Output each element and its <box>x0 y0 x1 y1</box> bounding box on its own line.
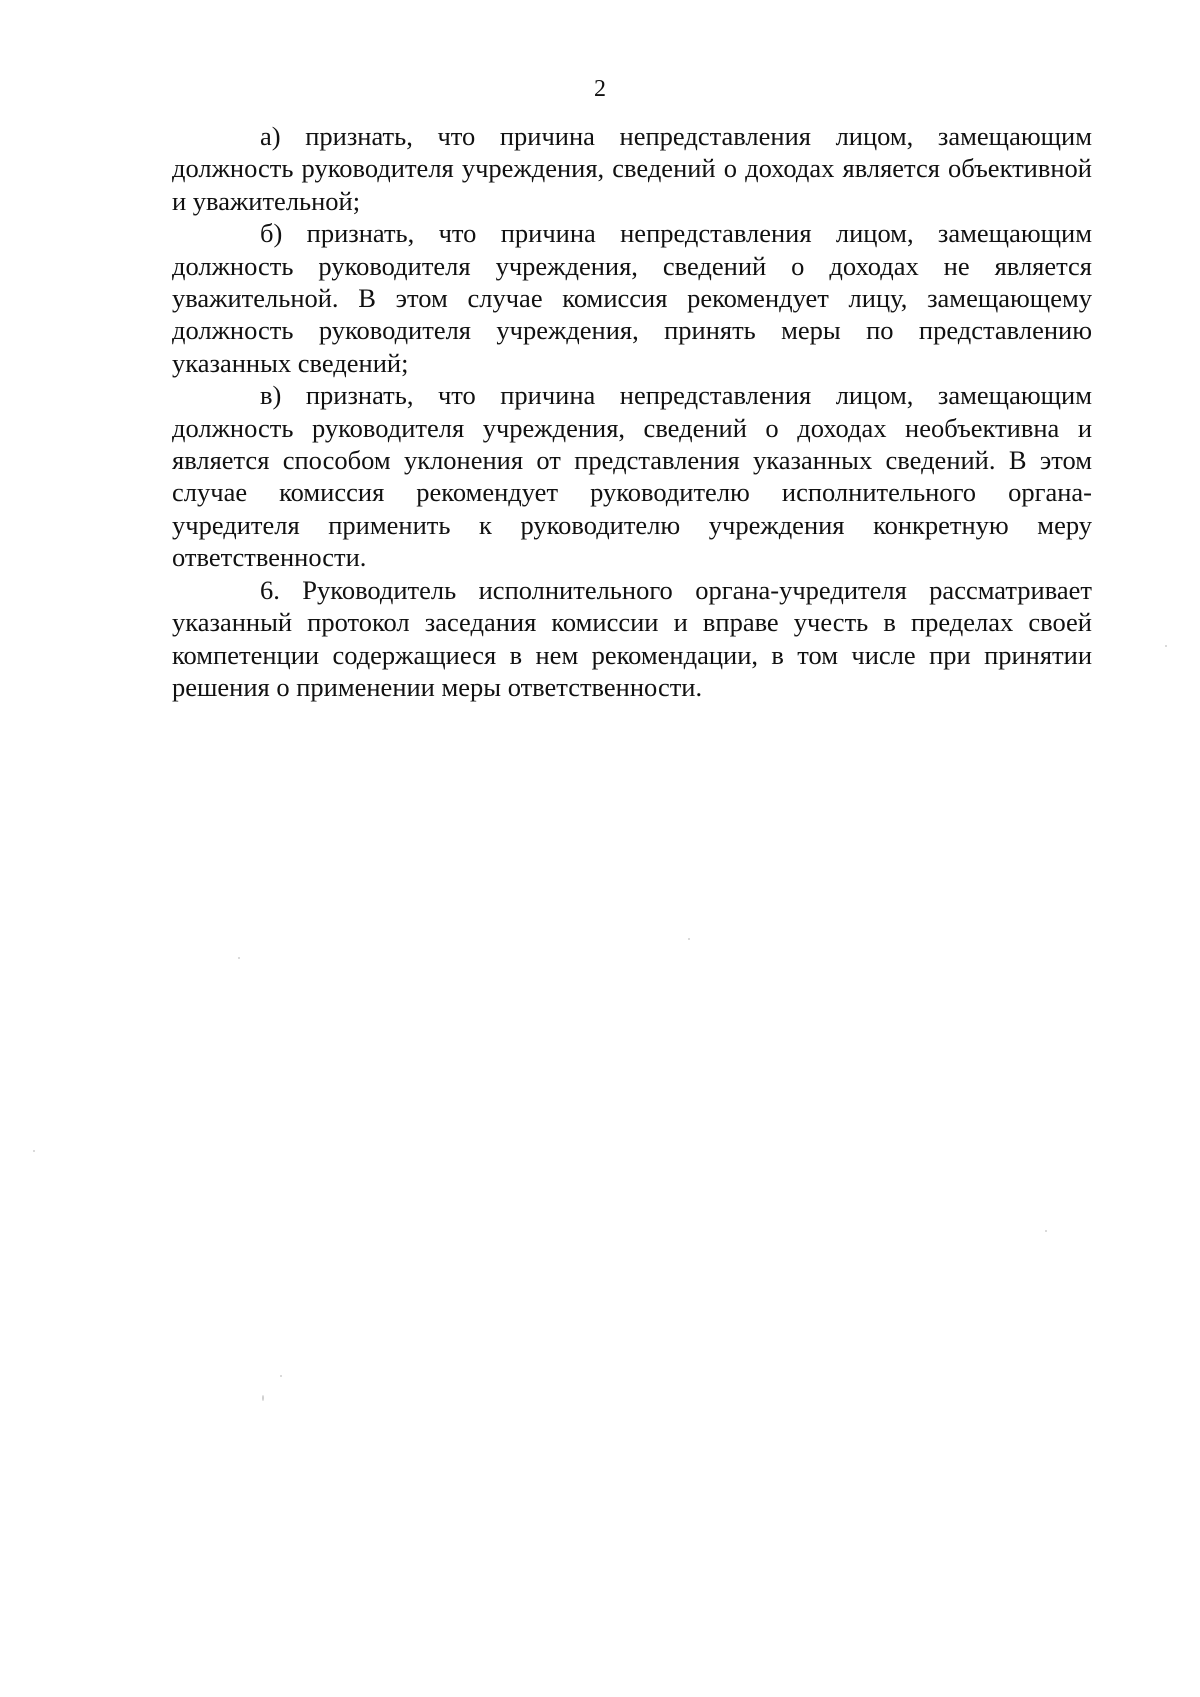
scan-speck <box>262 1395 264 1401</box>
document-body <box>172 120 1092 703</box>
paragraph-a: а) признать, что причина непредставления лицом, замещающим должность руководителя учреждения, сведений о доходах является объективной и уважительной; <box>172 121 1092 216</box>
paragraph-v: в) признать, что причина непредставления лицом, замещающим должность руководителя учреждения, сведений о доходах необъективна и является способом уклонения от представления указанных сведений. В этом случае комиссия рекомендует руководителю исполнительного органа-учредителя применить к руководителю учреждения конкретную меру ответственности. <box>172 380 1092 573</box>
paragraph-6: 6. Руководитель исполнительного органа-учредителя рассматривает указанный протокол заседания комиссии и вправе учесть в пределах своей компетенции содержащиеся в нем рекомендации, в том числе при принятии решения о применении меры ответственности. <box>172 574 1092 702</box>
scan-speck <box>1045 1230 1047 1232</box>
paragraph-b: б) признать, что причина непредставления лицом, замещающим должность руководителя учреждения, сведений о доходах не является уважительной. В этом случае комиссия рекомендует лицу, замещающему должность руководителя учреждения, принять меры по представлению указанных сведений; <box>172 218 1092 378</box>
scan-speck <box>33 1150 35 1152</box>
scan-speck <box>238 957 240 959</box>
scan-speck <box>688 938 690 940</box>
scan-speck <box>280 1375 282 1377</box>
page-number: 2 <box>594 76 606 102</box>
scan-speck <box>1165 645 1167 647</box>
